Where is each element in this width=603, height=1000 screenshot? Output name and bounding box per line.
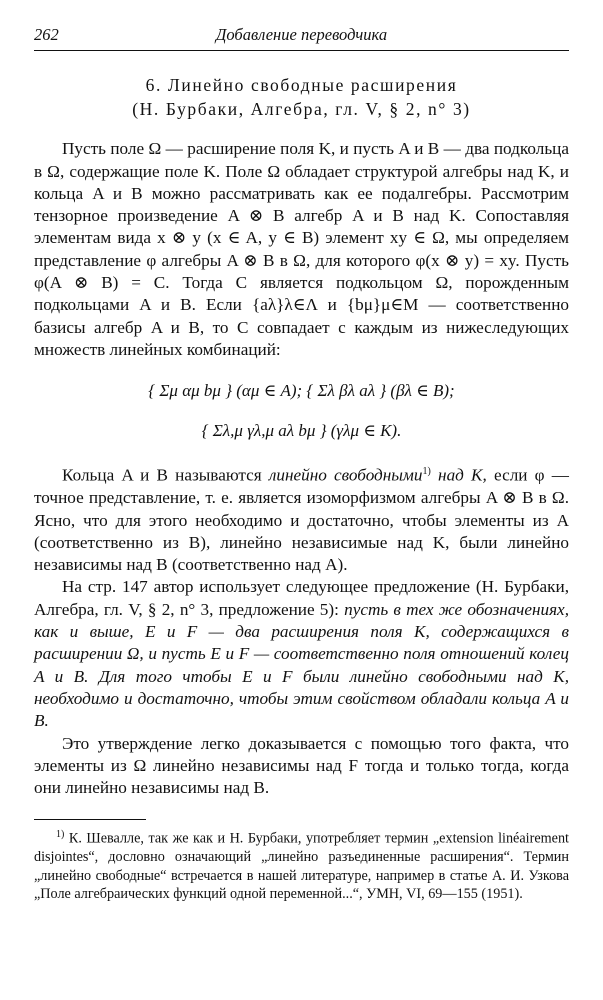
proposition-statement: пусть в тех же обозначениях, как и выше, E и F — два расширения поля K, содержащихся в расширении Ω, и пусть E и F — соответственно поля отношений колец A и B. Для того чтобы E и F были линейно свободными над K, необходимо и достаточно, чтобы этим свойством обладали кольца A и B. <box>34 599 569 731</box>
paragraph-linearly-disjoint-definition <box>34 461 569 576</box>
footnote <box>34 826 569 903</box>
paragraph-proposition <box>34 576 569 732</box>
text: Кольца A и B называются <box>62 466 269 485</box>
formula-linear-combinations-2: { Σλ,μ γλ,μ aλ bμ } (γλμ ∈ K). <box>201 421 402 441</box>
text: если φ — точное представление, т. е. является изоморфизмом алгебры A ⊗ B в Ω. Ясно, что для этого необходимо и достаточно, чтобы элементы из A (соответственно из B), линейно независимые над K, были линейно независимы над B (соответственно над A). <box>34 466 569 575</box>
defined-term-tail: над K, <box>430 466 487 485</box>
running-title: Добавление переводчика <box>215 25 388 44</box>
paragraph-proof-remark: Это утверждение легко доказывается с помощью того факта, что элементы из Ω линейно независимы над F тогда и только тогда, когда они линейно независимы над B. <box>34 733 569 798</box>
section-reference: (Н. Бурбаки, Алгебра, гл. V, § 2, n° 3) <box>132 99 471 120</box>
section-heading <box>34 73 569 121</box>
running-header <box>34 24 569 51</box>
footnote-divider <box>34 819 146 820</box>
footnote-text: К. Шевалле, так же как и Н. Бурбаки, употребляет термин „extension linéairement disjointes“, дословно означающий „линейно разъединенные расширения“. Термин „линейно свободные“ встречается в нашей литературе, например в статье А. И. Узкова „Поле алгебраических функций одной переменной...“, УМН, VI, 69—155 (1951). <box>34 831 569 903</box>
section-title: 6. Линейно свободные расширения <box>145 75 458 96</box>
footnote-mark: 1) <box>56 829 65 841</box>
footnote-reference: 1) <box>422 466 431 478</box>
text: На стр. 147 автор использует следующее предложение (Н. Бурбаки, Алгебра, гл. V, § 2, n° 3, предложение 5): <box>34 577 569 619</box>
page-number: 262 <box>34 25 59 44</box>
formula-linear-combinations-1: { Σμ αμ bμ } (αμ ∈ A); { Σλ βλ aλ } (βλ ∈ B); <box>148 381 455 401</box>
defined-term: линейно свободными <box>268 466 423 485</box>
paragraph-definition-setup: Пусть поле Ω — расширение поля K, и пусть A и B — два подкольца в Ω, содержащие поле K. Поле Ω обладает структурой алгебры над K, и кольца A и B можно рассматривать как ее подалгебры. Рассмотрим тензорное произведение A ⊗ B алгебр A и B над K. Сопоставляя элементам вида x ⊗ y (x ∈ A, y ∈ B) элемент xy ∈ Ω, мы определяем представление φ алгебры A ⊗ B в Ω, для которого φ(x ⊗ y) = xy. Пусть φ(A ⊗ B) = C. Тогда C является подкольцом Ω, порожденным подкольцами A и B. Если {aλ}λ∈Λ и {bμ}μ∈M — соответственно базисы алгебр A и B, то C совпадает с каждым из нижеследующих множеств линейных комбинаций: <box>34 139 569 359</box>
